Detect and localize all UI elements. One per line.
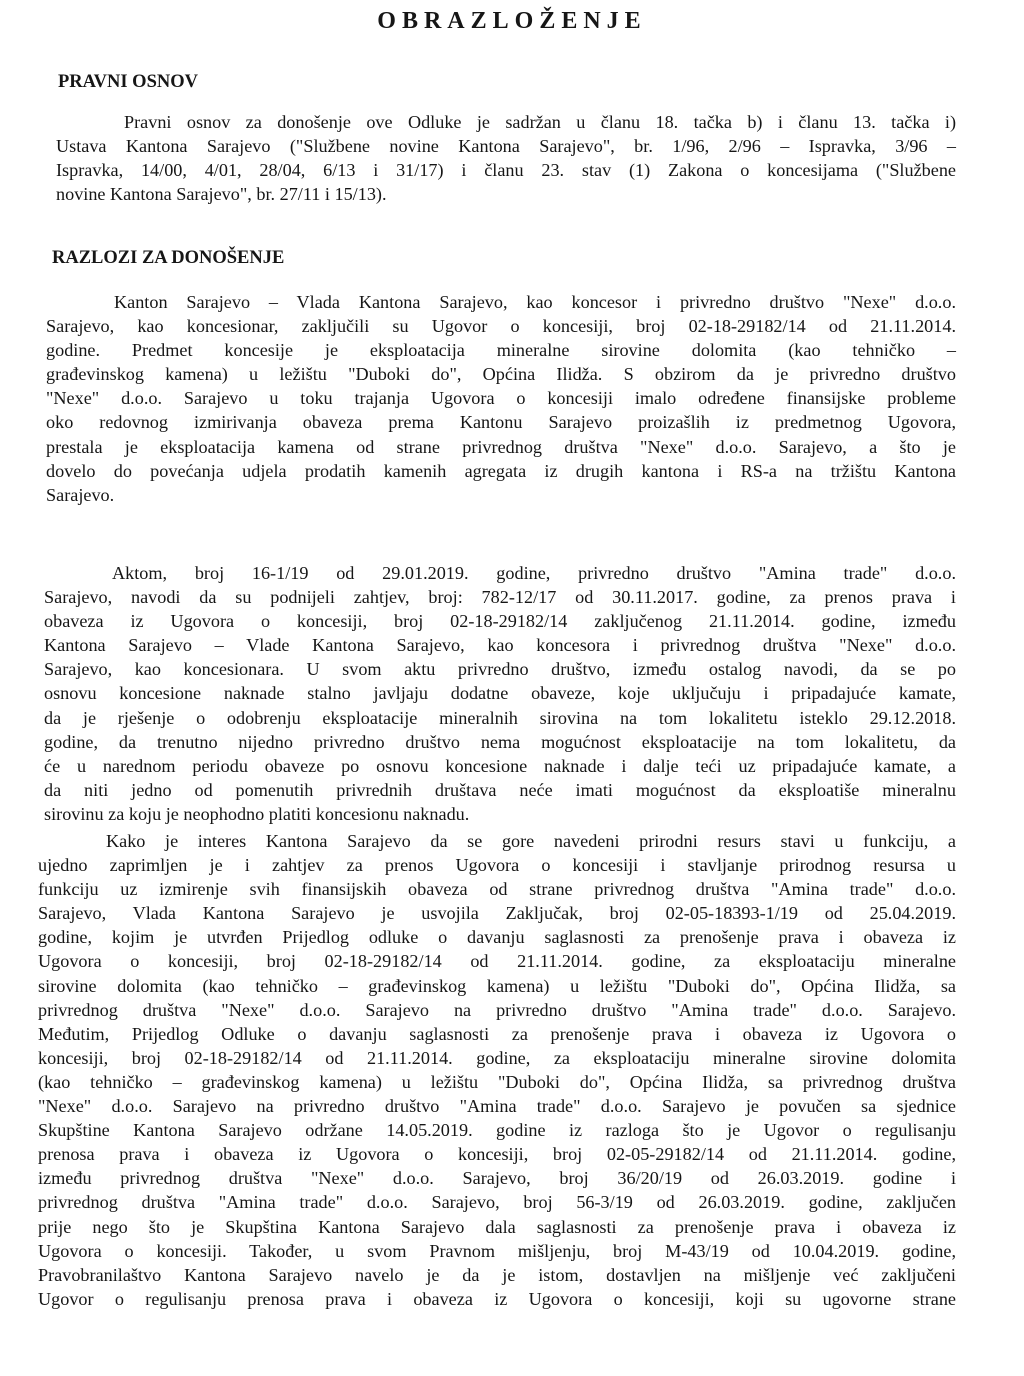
text-line: godine. Predmet koncesije je eksploatacija mineralne sirovine dolomita (kao tehničko – bbox=[46, 340, 956, 361]
paragraph-razlozi-2 bbox=[44, 561, 956, 826]
text-line: ujedno zaprimljen je i zahtjev za prenos Ugovora o koncesiji i stavljanje prirodnog resursa u bbox=[38, 855, 956, 876]
text-line: Pravni osnov za donošenje ove Odluke je sadržan u članu 18. tačka b) i članu 13. tačka i) bbox=[124, 112, 956, 132]
text-line: prenosa prava i obaveza iz Ugovora o koncesiji, broj 02-05-29182/14 od 21.11.2014. godine, bbox=[38, 1144, 956, 1165]
text-line: Sarajevo, kao koncesionara. U svom aktu privredno društvo, između ostalog navodi, da se po bbox=[44, 659, 956, 680]
text-line: da je rješenje o odobrenju eksploatacije mineralnih sirovina na tom lokalitetu isteklo 29.12.2018. bbox=[44, 707, 956, 728]
text-line: obaveza iz Ugovora o koncesiji, broj 02-18-29182/14 zaključenog 21.11.2014. godine, između bbox=[44, 611, 956, 632]
paragraph-razlozi-3 bbox=[38, 829, 956, 1311]
text-line: Kako je interes Kantona Sarajevo da se gore navedeni prirodni resurs stavi u funkciju, a bbox=[106, 831, 956, 851]
text-line: Ispravka, 14/00, 4/01, 28/04, 6/13 i 31/17) i članu 23. stav (1) Zakona o koncesijama ("Službene bbox=[56, 160, 956, 181]
text-line: Sarajevo. bbox=[46, 484, 115, 505]
text-line: Aktom, broj 16-1/19 od 29.01.2019. godine, privredno društvo "Amina trade" d.o.o. bbox=[112, 563, 956, 583]
text-line: privrednog društva "Amina trade" d.o.o. Sarajevo, broj 56-3/19 od 26.03.2019. godine, zaključen bbox=[38, 1192, 956, 1213]
text-line: Sarajevo, navodi da su podnijeli zahtjev, broj: 782-12/17 od 30.11.2017. godine, za prenos prava i bbox=[44, 587, 956, 608]
text-line: funkciju uz izmirenje svih finansijskih obaveza od strane privrednog društva "Amina trade" d.o.o. bbox=[38, 879, 956, 900]
text-line: Ustava Kantona Sarajevo ("Službene novine Kantona Sarajevo", br. 1/96, 2/96 – Ispravka, 3/96 – bbox=[56, 136, 956, 157]
paragraph-razlozi-1 bbox=[46, 290, 956, 507]
text-line: Kanton Sarajevo – Vlada Kantona Sarajevo, kao koncesor i privredno društvo "Nexe" d.o.o. bbox=[114, 292, 956, 312]
text-line: privrednog društva "Nexe" d.o.o. Sarajevo na privredno društvo "Amina trade" d.o.o. Sarajevo. bbox=[38, 999, 956, 1020]
text-line: da niti jedno od pomenutih privrednih društava neće imati mogućnost da eksploatiše mineralnu bbox=[44, 779, 956, 800]
text-line: Ugovor o regulisanju prenosa prava i obaveza iz Ugovora o koncesiji, koji su ugovorne strane bbox=[38, 1288, 956, 1309]
text-line: između privrednog društva "Nexe" d.o.o. Sarajevo, broj 36/20/19 od 26.03.2019. godine i bbox=[38, 1168, 956, 1189]
paragraph-pravni-osnov bbox=[56, 110, 956, 206]
text-line: dovelo do povećanja udjela prodatih kamenih agregata iz drugih kantona i RS-a na tržištu Kantona bbox=[46, 460, 956, 481]
text-line: Sarajevo, Vlada Kantona Sarajevo je usvojila Zaključak, broj 02-05-18393-1/19 od 25.04.2019. bbox=[38, 903, 956, 924]
text-line: prestala je eksploatacija kamena od strane privrednog društva "Nexe" d.o.o. Sarajevo, a što je bbox=[46, 436, 956, 457]
text-line: koncesiji, broj 02-18-29182/14 od 21.11.2014. godine, za eksploataciju mineralne sirovine dolomita bbox=[38, 1047, 956, 1068]
section-heading-pravni-osnov: PRAVNI OSNOV bbox=[58, 72, 198, 92]
text-line: Međutim, Prijedlog Odluke o davanju saglasnosti za prenošenje prava i obaveza iz Ugovora o bbox=[38, 1023, 956, 1044]
section-heading-razlozi: RAZLOZI ZA DONOŠENJE bbox=[52, 248, 285, 268]
text-line: Ugovora o koncesiji. Također, u svom Pravnom mišljenju, broj M-43/19 od 10.04.2019. godine, bbox=[38, 1240, 956, 1261]
text-line: godine, da trenutno nijedno privredno društvo nema mogućnost eksploatacije na tom lokalitetu, da bbox=[44, 731, 956, 752]
text-line: godine, kojim je utvrđen Prijedlog odluke o davanju saglasnosti za prenošenje prava i obaveza iz bbox=[38, 927, 956, 948]
text-line: "Nexe" d.o.o. Sarajevo u toku trajanja Ugovora o koncesiji imalo određene finansijske probleme bbox=[46, 388, 956, 409]
text-line: prije nego što je Skupština Kantona Sarajevo dala saglasnosti za prenošenje prava i obaveza iz bbox=[38, 1216, 956, 1237]
text-line: će u narednom periodu obaveze po osnovu koncesione naknade i dalje teći uz pripadajuće kamate, a bbox=[44, 755, 956, 776]
text-line: Kantona Sarajevo – Vlade Kantona Sarajevo, kao koncesora i privrednog društva "Nexe" d.o.o. bbox=[44, 635, 956, 656]
text-line: Skupštine Kantona Sarajevo održane 14.05.2019. godine iz razloga što je Ugovor o regulisanju bbox=[38, 1120, 956, 1141]
text-line: građevinskog kamena) u ležištu "Duboki do", Općina Ilidža. S obzirom da je privredno društvo bbox=[46, 364, 956, 385]
text-line: sirovine dolomita (kao tehničko – građevinskog kamena) u ležištu "Duboki do", Općina Ilidža, sa bbox=[38, 975, 956, 996]
page-title: OBRAZLOŽENJE bbox=[377, 8, 647, 34]
text-line: sirovinu za koju je neophodno platiti koncesionu naknadu. bbox=[44, 803, 470, 824]
text-line: oko redovnog izmirivanja obaveza prema Kantonu Sarajevo proizašlih iz predmetnog Ugovora, bbox=[46, 412, 956, 433]
text-line: Ugovora o koncesiji, broj 02-18-29182/14 od 21.11.2014. godine, za eksploataciju mineralne bbox=[38, 951, 956, 972]
text-line: Pravobranilaštvo Kantona Sarajevo navelo je da je istom, dostavljen na mišljenje već zaključeni bbox=[38, 1264, 956, 1285]
text-line: novine Kantona Sarajevo", br. 27/11 i 15/13). bbox=[56, 184, 387, 205]
text-line: Sarajevo, kao koncesionar, zaključili su Ugovor o koncesiji, broj 02-18-29182/14 od 21.11.2014. bbox=[46, 316, 956, 337]
text-line: (kao tehničko – građevinskog kamena) u ležištu "Duboki do", Općina Ilidža, sa privrednog društva bbox=[38, 1071, 956, 1092]
text-line: osnovu koncesione naknade stalno javljaju dodatne obaveze, koje uključuju i pripadajuće kamate, bbox=[44, 683, 956, 704]
text-line: "Nexe" d.o.o. Sarajevo na privredno društvo "Amina trade" d.o.o. Sarajevo je povučen sa sjednice bbox=[38, 1096, 956, 1117]
